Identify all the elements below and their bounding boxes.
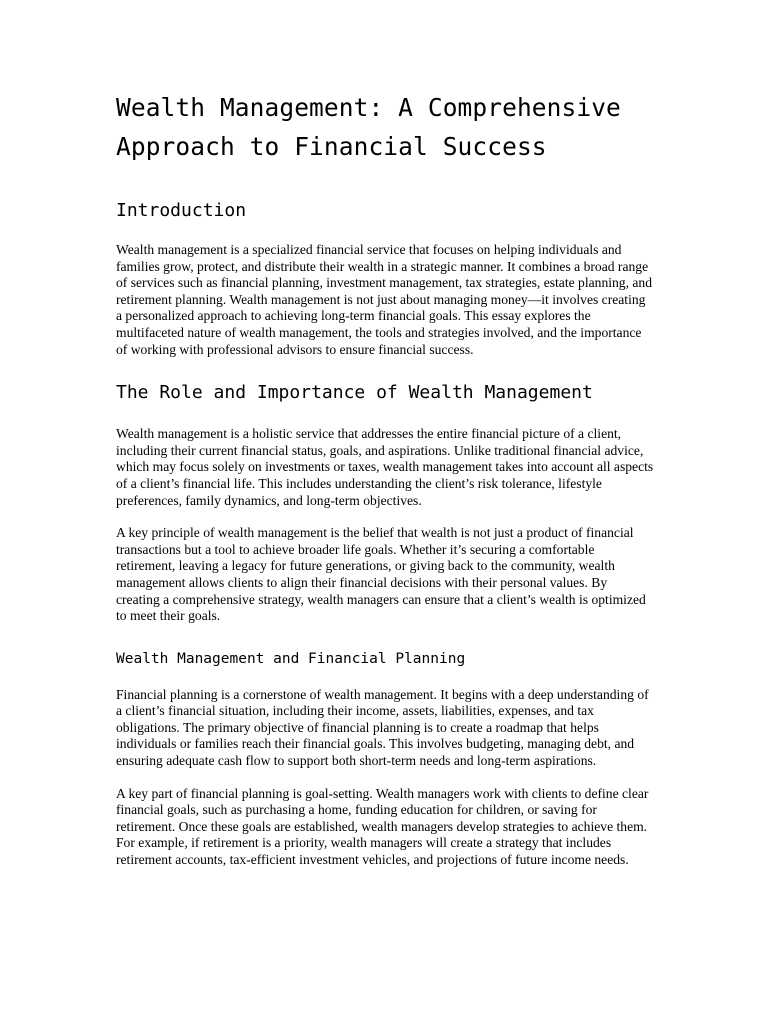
document-body (116, 88, 654, 869)
section-heading-role-and-importance: The Role and Importance of Wealth Management (116, 382, 593, 404)
paragraph-introduction: Wealth management is a specialized financial service that focuses on helping individuals and families grow, protect, and distribute their wealth in a strategic manner. It combines a broad range of services such as financial planning, investment management, tax strategies, estate planning, and retirement planning. Wealth management is not just about managing money—it involves creating a personalized approach to achieving long-term financial goals. This essay explores the multifaceted nature of wealth management, the tools and strategies involved, and the importance of working with professional advisors to ensure financial success. (116, 242, 653, 357)
paragraph-planning-1: Financial planning is a cornerstone of wealth management. It begins with a deep understanding of a client’s financial situation, including their income, assets, liabilities, expenses, and tax obligations. The primary objective of financial planning is to create a roadmap that helps individuals or families reach their financial goals. This involves budgeting, managing debt, and ensuring adequate cash flow to support both short-term needs and long-term aspirations. (116, 686, 649, 769)
paragraph-role-1: Wealth management is a holistic service that addresses the entire financial picture of a client, including their current financial status, goals, and aspirations. Unlike traditional financial advice, which may focus solely on investments or taxes, wealth management takes into account all aspects of a client’s financial life. This includes understanding the client’s risk tolerance, lifestyle preferences, family dynamics, and long-term objectives. (116, 426, 654, 508)
paragraph-role-2: A key principle of wealth management is the belief that wealth is not just a product of financial transactions but a tool to achieve broader life goals. Whether it’s securing a comfortable retirement, leaving a legacy for future generations, or giving back to the community, wealth management allows clients to align their financial decisions with their personal values. By creating a comprehensive strategy, wealth managers can ensure that a client’s wealth is optimized to meet their goals. (116, 525, 646, 624)
document-title: Wealth Management: A Comprehensive Approach to Financial Success (116, 93, 621, 161)
paragraph-planning-2: A key part of financial planning is goal-setting. Wealth managers work with clients to define clear financial goals, such as purchasing a home, funding education for children, or saving for retirement. Once these goals are established, wealth managers develop strategies to achieve them. For example, if retirement is a priority, wealth managers will create a strategy that includes retirement accounts, tax-efficient investment vehicles, and projections of future income needs. (116, 785, 649, 868)
section-heading-introduction: Introduction (116, 200, 247, 221)
subsection-heading-financial-planning: Wealth Management and Financial Planning (116, 650, 466, 667)
